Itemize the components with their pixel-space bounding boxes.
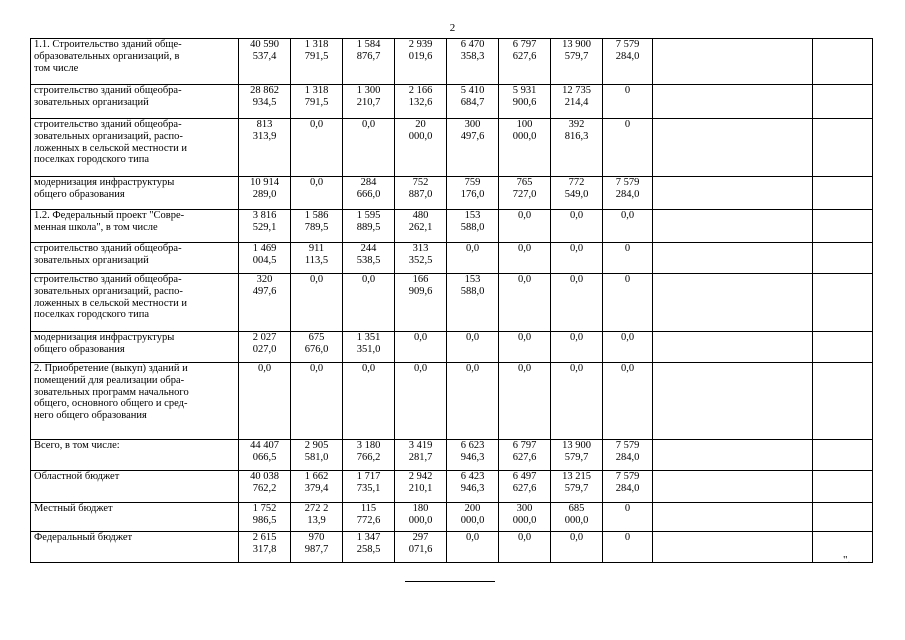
value-cell: 7 579 284,0 [603, 39, 653, 85]
budget-table [30, 38, 873, 563]
value-cell: 1 586 789,5 [291, 210, 343, 243]
table-row [31, 243, 873, 274]
value-cell: 2 027 027,0 [239, 332, 291, 363]
value-cell: 300 000,0 [499, 503, 551, 532]
value-cell: 1 318 791,5 [291, 39, 343, 85]
table-row [31, 210, 873, 243]
value-cell: 0,0 [395, 332, 447, 363]
value-cell: 7 579 284,0 [603, 440, 653, 471]
value-cell: 2 942 210,1 [395, 471, 447, 503]
value-cell: 0,0 [343, 119, 395, 177]
value-cell: 0,0 [551, 243, 603, 274]
empty-cell [653, 85, 813, 119]
value-cell: 13 900 579,7 [551, 440, 603, 471]
empty-cell [653, 119, 813, 177]
value-cell: 7 579 284,0 [603, 471, 653, 503]
value-cell: 1 662 379,4 [291, 471, 343, 503]
value-cell: 0,0 [343, 274, 395, 332]
empty-cell [653, 471, 813, 503]
value-cell: 153 588,0 [447, 274, 499, 332]
value-cell: 0,0 [447, 332, 499, 363]
value-cell: 0 [603, 243, 653, 274]
value-cell: 813 313,9 [239, 119, 291, 177]
value-cell: 0,0 [551, 532, 603, 563]
value-cell: 2 166 132,6 [395, 85, 447, 119]
value-cell: 0,0 [343, 363, 395, 440]
table-row [31, 503, 873, 532]
empty-cell [813, 119, 873, 177]
empty-cell [813, 210, 873, 243]
value-cell: 0 [603, 85, 653, 119]
empty-cell [653, 210, 813, 243]
empty-cell [813, 332, 873, 363]
empty-cell [813, 363, 873, 440]
empty-cell [813, 503, 873, 532]
value-cell: 0,0 [499, 363, 551, 440]
value-cell: 0,0 [551, 332, 603, 363]
value-cell: 2 905 581,0 [291, 440, 343, 471]
value-cell: 13 900 579,7 [551, 39, 603, 85]
row-label: строительство зданий общеобра- зовательных организаций [31, 243, 239, 274]
table-row [31, 363, 873, 440]
value-cell: 10 914 289,0 [239, 177, 291, 210]
value-cell: 0,0 [499, 532, 551, 563]
value-cell: 759 176,0 [447, 177, 499, 210]
table-row [31, 177, 873, 210]
value-cell: 970 987,7 [291, 532, 343, 563]
value-cell: 180 000,0 [395, 503, 447, 532]
value-cell: 0 [603, 119, 653, 177]
value-cell: 0,0 [551, 210, 603, 243]
value-cell: 40 038 762,2 [239, 471, 291, 503]
value-cell: 0,0 [499, 210, 551, 243]
closing-quote-mark: ". [843, 554, 851, 566]
value-cell: 5 931 900,6 [499, 85, 551, 119]
empty-cell [653, 440, 813, 471]
row-label: строительство зданий общеобра- зовательных организаций, распо- ложенных в сельской местности и поселках городского типа [31, 274, 239, 332]
value-cell: 44 407 066,5 [239, 440, 291, 471]
row-label: модернизация инфраструктуры общего образования [31, 332, 239, 363]
value-cell: 1 347 258,5 [343, 532, 395, 563]
empty-cell [653, 177, 813, 210]
row-label: модернизация инфраструктуры общего образования [31, 177, 239, 210]
value-cell: 480 262,1 [395, 210, 447, 243]
value-cell: 0,0 [499, 274, 551, 332]
value-cell: 5 410 684,7 [447, 85, 499, 119]
value-cell: 3 419 281,7 [395, 440, 447, 471]
empty-cell [813, 177, 873, 210]
row-label: 1.2. Федеральный проект "Совре- менная школа", в том числе [31, 210, 239, 243]
value-cell: 300 497,6 [447, 119, 499, 177]
value-cell: 1 584 876,7 [343, 39, 395, 85]
value-cell: 0,0 [291, 363, 343, 440]
value-cell: 100 000,0 [499, 119, 551, 177]
value-cell: 200 000,0 [447, 503, 499, 532]
value-cell: 0,0 [499, 332, 551, 363]
value-cell: 1 717 735,1 [343, 471, 395, 503]
row-label: Федеральный бюджет [31, 532, 239, 563]
value-cell: 6 423 946,3 [447, 471, 499, 503]
table-row [31, 532, 873, 563]
value-cell: 0,0 [603, 210, 653, 243]
table-row [31, 274, 873, 332]
empty-cell [653, 332, 813, 363]
value-cell: 320 497,6 [239, 274, 291, 332]
row-label: Всего, в том числе: [31, 440, 239, 471]
value-cell: 13 215 579,7 [551, 471, 603, 503]
value-cell: 1 318 791,5 [291, 85, 343, 119]
value-cell: 6 623 946,3 [447, 440, 499, 471]
value-cell: 1 300 210,7 [343, 85, 395, 119]
value-cell: 0,0 [291, 274, 343, 332]
table-row [31, 332, 873, 363]
empty-cell [813, 243, 873, 274]
value-cell: 0 [603, 274, 653, 332]
value-cell: 0,0 [603, 332, 653, 363]
empty-cell [813, 440, 873, 471]
value-cell: 0,0 [551, 363, 603, 440]
empty-cell [653, 39, 813, 85]
value-cell: 0,0 [551, 274, 603, 332]
value-cell: 0 [603, 532, 653, 563]
value-cell: 1 469 004,5 [239, 243, 291, 274]
value-cell: 392 816,3 [551, 119, 603, 177]
value-cell: 272 2 13,9 [291, 503, 343, 532]
value-cell: 284 666,0 [343, 177, 395, 210]
value-cell: 2 939 019,6 [395, 39, 447, 85]
value-cell: 0 [603, 503, 653, 532]
empty-cell [653, 503, 813, 532]
value-cell: 297 071,6 [395, 532, 447, 563]
value-cell: 0,0 [291, 119, 343, 177]
value-cell: 0,0 [499, 243, 551, 274]
value-cell: 685 000,0 [551, 503, 603, 532]
empty-cell [653, 363, 813, 440]
value-cell: 12 735 214,4 [551, 85, 603, 119]
empty-cell [653, 274, 813, 332]
value-cell: 911 113,5 [291, 243, 343, 274]
table-body [31, 39, 873, 563]
row-label: строительство зданий общеобра- зовательных организаций [31, 85, 239, 119]
value-cell: 6 797 627,6 [499, 440, 551, 471]
row-label: 2. Приобретение (выкуп) зданий и помещений для реализации обра- зовательных программ начального общего, основного общего и сред- него общего образования [31, 363, 239, 440]
value-cell: 0,0 [239, 363, 291, 440]
value-cell: 153 588,0 [447, 210, 499, 243]
row-label: 1.1. Строительство зданий обще- образовательных организаций, в том числе [31, 39, 239, 85]
value-cell: 244 538,5 [343, 243, 395, 274]
value-cell: 0,0 [603, 363, 653, 440]
value-cell: 0,0 [291, 177, 343, 210]
row-label: строительство зданий общеобра- зовательных организаций, распо- ложенных в сельской местности и поселках городского типа [31, 119, 239, 177]
value-cell: 166 909,6 [395, 274, 447, 332]
footer-rule [405, 581, 495, 582]
value-cell: 3 180 766,2 [343, 440, 395, 471]
empty-cell [653, 243, 813, 274]
table-row [31, 471, 873, 503]
value-cell: 0,0 [447, 363, 499, 440]
value-cell: 20 000,0 [395, 119, 447, 177]
value-cell: 1 351 351,0 [343, 332, 395, 363]
value-cell: 0,0 [447, 532, 499, 563]
page-number: 2 [449, 22, 456, 34]
row-label: Местный бюджет [31, 503, 239, 532]
value-cell: 2 615 317,8 [239, 532, 291, 563]
value-cell: 115 772,6 [343, 503, 395, 532]
value-cell: 313 352,5 [395, 243, 447, 274]
value-cell: 6 497 627,6 [499, 471, 551, 503]
value-cell: 0,0 [395, 363, 447, 440]
table-row [31, 119, 873, 177]
value-cell: 675 676,0 [291, 332, 343, 363]
value-cell: 6 797 627,6 [499, 39, 551, 85]
value-cell: 40 590 537,4 [239, 39, 291, 85]
value-cell: 1 595 889,5 [343, 210, 395, 243]
empty-cell [813, 39, 873, 85]
value-cell: 3 816 529,1 [239, 210, 291, 243]
value-cell: 7 579 284,0 [603, 177, 653, 210]
empty-cell [653, 532, 813, 563]
value-cell: 28 862 934,5 [239, 85, 291, 119]
empty-cell [813, 274, 873, 332]
value-cell: 765 727,0 [499, 177, 551, 210]
table-row [31, 39, 873, 85]
value-cell: 1 752 986,5 [239, 503, 291, 532]
value-cell: 752 887,0 [395, 177, 447, 210]
empty-cell [813, 85, 873, 119]
value-cell: 772 549,0 [551, 177, 603, 210]
empty-cell [813, 471, 873, 503]
table-row [31, 85, 873, 119]
value-cell: 6 470 358,3 [447, 39, 499, 85]
value-cell: 0,0 [447, 243, 499, 274]
row-label: Областной бюджет [31, 471, 239, 503]
table-row [31, 440, 873, 471]
